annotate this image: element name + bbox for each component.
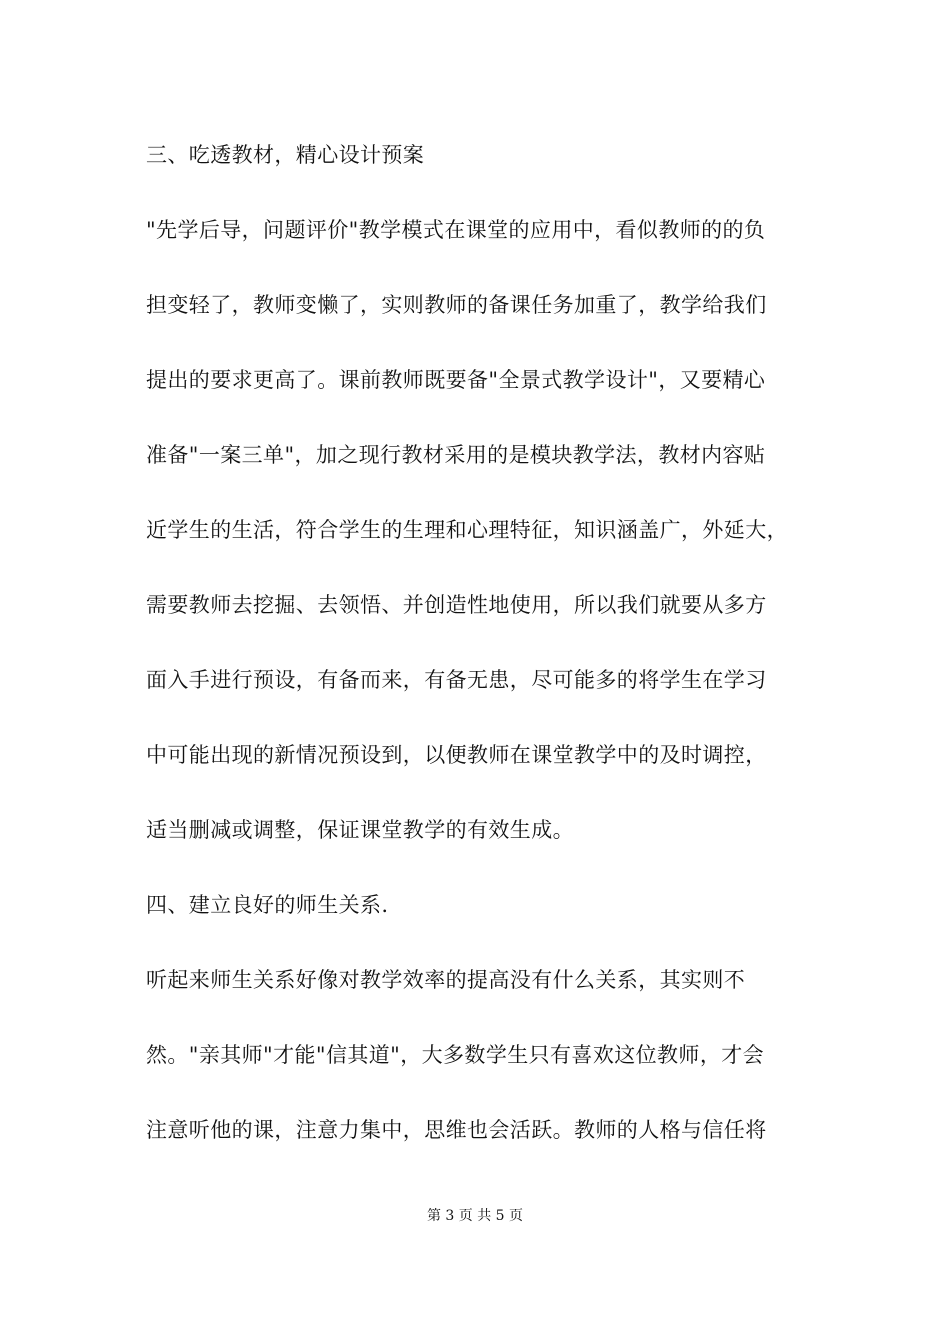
paragraph-line: "先学后导，问题评价"教学模式在课堂的应用中，看似教师的的负 bbox=[146, 218, 766, 242]
paragraph-line: 然。"亲其师"才能"信其道"，大多数学生只有喜欢这位教师，才会 bbox=[146, 1043, 765, 1067]
paragraph-line: 准备"一案三单"，加之现行教材采用的是模块教学法，教材内容贴 bbox=[146, 443, 766, 467]
section-heading-3: 三、吃透教材，精心设计预案 bbox=[146, 143, 425, 167]
page-number-label: 第 3 页 共 5 页 bbox=[426, 1208, 524, 1224]
paragraph-line: 提出的要求更高了。课前教师既要备"全景式教学设计"，又要精心 bbox=[146, 368, 766, 392]
paragraph-line: 适当删减或调整，保证课堂教学的有效生成。 bbox=[146, 818, 574, 842]
section-heading-4: 四、建立良好的师生关系. bbox=[146, 893, 389, 917]
paragraph-line: 近学生的生活，符合学生的生理和心理特征，知识涵盖广，外延大， bbox=[146, 518, 788, 542]
paragraph-line: 听起来师生关系好像对教学效率的提高没有什么关系，其实则不 bbox=[146, 968, 746, 992]
paragraph-line: 中可能出现的新情况预设到，以便教师在课堂教学中的及时调控， bbox=[146, 743, 767, 767]
paragraph-line: 注意听他的课，注意力集中，思维也会活跃。教师的人格与信任将 bbox=[146, 1118, 767, 1142]
paragraph-line: 需要教师去挖掘、去领悟、并创造性地使用，所以我们就要从多方 bbox=[146, 593, 767, 617]
paragraph-line: 面入手进行预设，有备而来，有备无患，尽可能多的将学生在学习 bbox=[146, 668, 767, 692]
paragraph-line: 担变轻了，教师变懒了，实则教师的备课任务加重了，教学给我们 bbox=[146, 293, 767, 317]
page-footer bbox=[0, 1206, 950, 1226]
